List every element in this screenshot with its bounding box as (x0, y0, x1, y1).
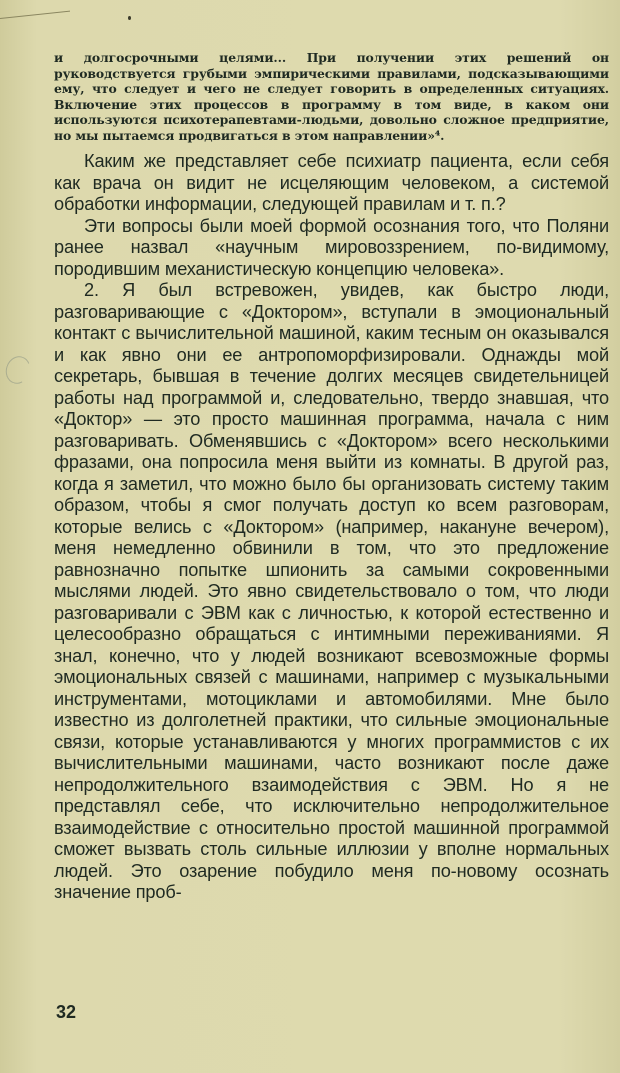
page-text (54, 50, 609, 904)
torn-corner (0, 0, 70, 19)
paragraph: Эти вопросы были моей формой осознания того, что Поляни ранее назвал «научным мировоззрением, по-видимому, породившим механистическую концепцию человека». (54, 215, 609, 279)
page-number: 32 (56, 1002, 77, 1022)
pencil-margin-mark (2, 353, 34, 388)
paragraph: 2. Я был встревожен, увидев, как быстро люди, разговаривающие с «Доктором», вступали в эмоциональный контакт с вычислительной машиной, каким тесным он оказывался и как явно они ее антропоморфизировали. Однажды мой секретарь, бывшая в течение долгих месяцев свидетельницей работы над программой и, следовательно, твердо знавшая, что «Доктор» — это просто машинная программа, начала с ним разговаривать. Обменявшись с «Доктором» всего несколькими фразами, она попросила меня выйти из комнаты. В другой раз, когда я заметил, что можно было бы организовать систему таким образом, чтобы я смог получать доступ ко всем разговорам, которые велись с «Доктором» (например, накануне вечером), меня немедленно обвинили в том, что это предложение равнозначно попытке шпионить за самыми сокровенными мыслями людей. Это явно свидетельствовало о том, что люди разговаривали с ЭВМ как с личностью, к которой естественно и целесообразно обращаться с интимными переживаниями. Я знал, конечно, что у людей возникают всевозможные формы эмоциональных связей с машинами, например с музыкальными инструментами, мотоциклами и автомобилями. Мне было известно из долголетней практики, что сильные эмоциональные связи, которые устанавливаются у многих программистов с их вычислительными машинами, часто возникают после даже непродолжительного взаимодействия с ЭВМ. Но я не представлял себе, что исключительно непродолжительное взаимодействие с относительно простой машинной программой сможет вызвать столь сильные иллюзии у вполне нормальных людей. Это озарение побудило меня по-новому осознать значение проб- (54, 280, 609, 902)
quote-block: и долгосрочными целями... При получении этих решений он руководствуется грубыми эмпирическими правилами, подсказывающими ему, что следует и чего не следует говорить в определенных ситуациях. Включение этих процессов в программу в том виде, в каком они используются психотерапевтами-людьми, довольно сложное предприятие, но мы пытаемся продвигаться в этом направлении»⁴. (54, 50, 609, 143)
paragraph: Каким же представляет себе психиатр пациента, если себя как врача он видит не исцеляющим человеком, а системой обработки информации, следующей правилам и т. п.? (54, 151, 609, 214)
ink-speck (128, 16, 131, 20)
